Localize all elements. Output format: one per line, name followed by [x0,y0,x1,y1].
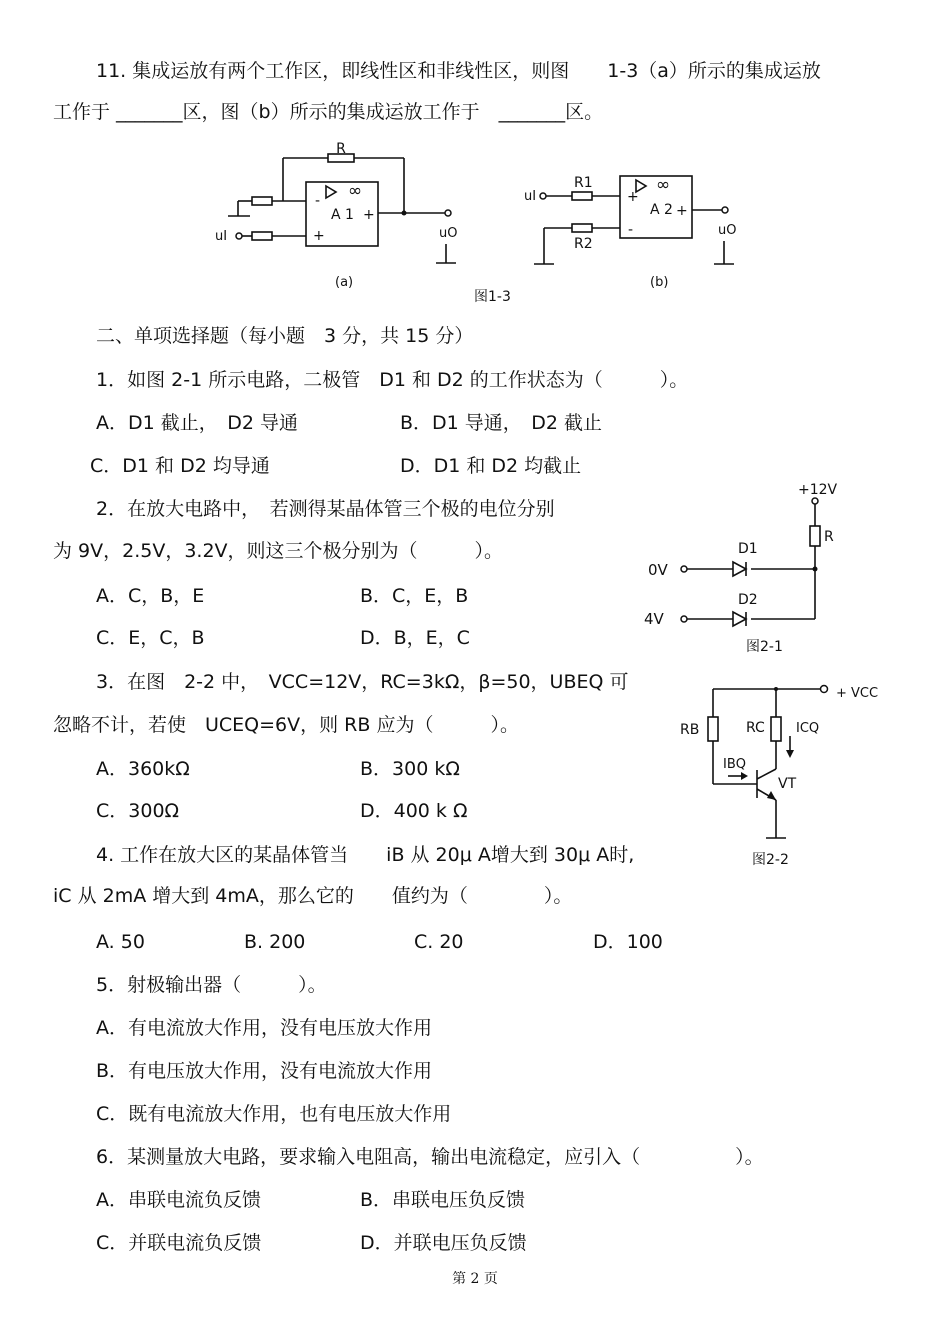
input-label: uI [524,189,537,204]
resistor-r [810,526,820,546]
q2-line2: 为 9V，2.5V，3.2V，则这三个极分别为（ ）。 [53,540,504,562]
q3-line1: 3．在图 2-2 中， VCC=12V，RC=3kΩ，β=50，UBEQ 可 [96,671,629,693]
section-title: 二、单项选择题（每小题 3 分，共 15 分） [96,325,474,347]
q1-option-a: A．D1 截止， D2 导通 [96,412,299,434]
figure-1-3a [210,140,470,300]
q2-option-d: D．B，E，C [360,627,470,649]
q3-line2: 忽略不计，若使 UCEQ=6V，则 RB 应为（ ）。 [53,714,519,736]
supply-label: +12V [798,482,838,498]
label-d2: D2 [738,592,758,608]
q5-option-c: C．既有电流放大作用，也有电压放大作用 [96,1103,452,1125]
q6-option-a: A．串联电流负反馈 [96,1189,261,1211]
q11-line2: 工作于 _______区，图（b）所示的集成运放工作于 _______区。 [53,101,604,123]
output-label: uO [439,226,458,241]
figure-2-1-caption: 图2-1 [746,639,783,655]
infinity-symbol: ∞ [656,175,671,195]
label-r: R [824,529,834,545]
figure-1-3-caption: 图1-3 [474,289,511,305]
infinity-symbol: ∞ [348,181,363,201]
q4-line2: iC 从 2mA 增大到 4mA，那么它的 值约为（ ）。 [53,885,573,907]
subfig-label-b: (b) [650,275,669,290]
q1-option-d: D．D1 和 D2 均截止 [400,455,582,477]
label-0v: 0V [648,561,668,579]
subfig-label-a: (a) [335,275,354,290]
output-sign: + [363,207,375,223]
label-4v: 4V [644,610,664,628]
q2-line1: 2．在放大电路中， 若测得某晶体管三个极的电位分别 [96,498,555,520]
label-vt: VT [778,776,797,792]
q4-option-a: A. 50 [96,931,145,953]
label-d1: D1 [738,541,758,557]
q4-option-d: D．100 [593,931,663,953]
input-label: uI [215,229,228,244]
q2-option-a: A．C，B，E [96,585,205,607]
q6-option-b: B．串联电压负反馈 [360,1189,526,1211]
q3-option-c: C．300Ω [96,800,180,822]
q2-option-b: B．C，E，B [360,585,469,607]
q2-option-c: C．E，C，B [96,627,205,649]
label-r2: R2 [574,236,593,252]
q1-option-b: B．D1 导通， D2 截止 [400,412,603,434]
label-r1: R1 [574,175,593,191]
inverting-sign: - [315,193,321,209]
q1-stem: 1．如图 2-1 所示电路，二极管 D1 和 D2 的工作状态为（ ）。 [96,369,689,391]
q4-line1: 4. 工作在放大区的某晶体管当 iB 从 20μ A增大到 30μ A时, [96,844,635,866]
q4-option-c: C. 20 [414,931,464,953]
label-a1: A 1 [331,207,354,223]
q5-option-a: A．有电流放大作用，没有电压放大作用 [96,1017,432,1039]
page-number: 第 2 页 [452,1271,498,1287]
figure-2-2-caption: 图2-2 [752,852,789,868]
q5-stem: 5．射极输出器（ ）。 [96,974,327,996]
label-rc: RC [746,720,765,736]
label-r: R [336,141,346,157]
q6-stem: 6．某测量放大电路，要求输入电阻高，输出电流稳定，应引入（ ）。 [96,1146,764,1168]
output-label: uO [718,223,737,238]
figure-2-1 [640,478,860,658]
q6-option-c: C．并联电流负反馈 [96,1232,262,1254]
q4-option-b: B. 200 [244,931,306,953]
resistor-rc [771,717,781,741]
q3-option-d: D．400 k Ω [360,800,468,822]
q1-option-c: C．D1 和 D2 均导通 [90,455,270,477]
label-ibq: IBQ [723,757,746,772]
resistor-rb [708,717,718,741]
q3-option-a: A．360kΩ [96,758,190,780]
figure-1-3b [520,168,750,298]
label-icq: ICQ [796,721,820,736]
noninverting-sign: + [627,189,639,205]
q5-option-b: B．有电压放大作用，没有电流放大作用 [96,1060,433,1082]
noninverting-sign: + [313,228,325,244]
label-a2: A 2 [650,202,673,218]
q3-option-b: B．300 kΩ [360,758,460,780]
q11-line1: 11. 集成运放有两个工作区，即线性区和非线性区，则图 1-3（a）所示的集成运放 [96,60,821,82]
figure-2-2 [670,672,900,872]
inverting-sign: - [628,222,634,238]
output-sign: + [676,203,688,219]
vcc-label: + VCC [836,686,879,701]
label-rb: RB [680,722,700,738]
q6-option-d: D．并联电压负反馈 [360,1232,527,1254]
